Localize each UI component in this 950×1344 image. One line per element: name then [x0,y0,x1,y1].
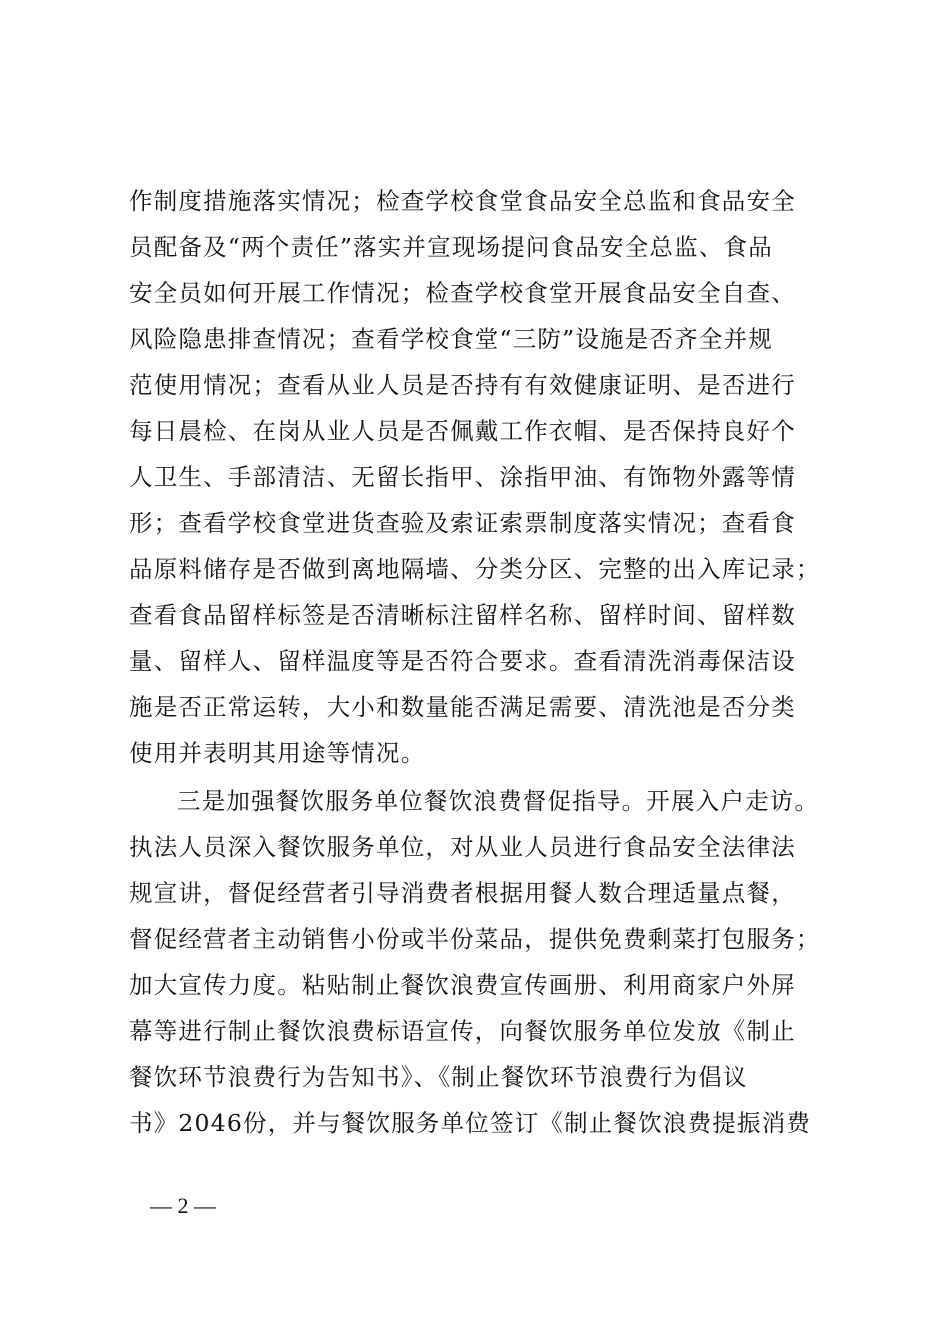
text-line: 品原料储存是否做到离地隔墙、分类分区、完整的出入库记录； [129,555,821,583]
text-line: 督促经营者主动销售小份或半份菜品，提供免费剩菜打包服务； [129,925,821,953]
text-line: 员配备及“两个责任”落实并宣现场提问食品安全总监、食品 [129,233,773,261]
text-line: 人卫生、手部清洁、无留长指甲、涂指甲油、有饰物外露等情 [129,463,796,491]
text-line: 量、留样人、留样温度等是否符合要求。查看清洗消毒保洁设 [129,647,796,675]
text-line: 安全员如何开展工作情况；检查学校食堂开展食品安全自查、 [129,279,796,307]
text-line: 加大宣传力度。粘贴制止餐饮浪费宣传画册、利用商家户外屏 [129,971,796,999]
text-line: 范使用情况；查看从业人员是否持有有效健康证明、是否进行 [129,371,796,399]
text-line: 书》2046份，并与餐饮服务单位签订《制止餐饮浪费提振消费 [129,1109,812,1137]
text-line: 执法人员深入餐饮服务单位，对从业人员进行食品安全法律法 [129,833,796,861]
text-line: 每日晨检、在岗从业人员是否佩戴工作衣帽、是否保持良好个 [129,417,796,445]
text-line: 形；查看学校食堂进货查验及索证索票制度落实情况；查看食 [129,509,796,537]
text-line: 规宣讲，督促经营者引导消费者根据用餐人数合理适量点餐， [129,879,796,907]
text-line: 查看食品留样标签是否清晰标注留样名称、留样时间、留样数 [129,601,796,629]
text-line: 使用并表明其用途等情况。 [129,739,426,767]
text-line: 幕等进行制止餐饮浪费标语宣传，向餐饮服务单位发放《制止 [129,1017,796,1045]
text-line: 作制度措施落实情况；检查学校食堂食品安全总监和食品安全 [129,187,796,215]
page-number: — 2 — [150,1193,216,1218]
text-line: 风险隐患排查情况；查看学校食堂“三防”设施是否齐全并规 [129,325,773,353]
paragraph-first-line: 三是加强餐饮服务单位餐饮浪费督促指导。开展入户走访。 [177,787,820,815]
text-line: 餐饮环节浪费行为告知书》、《制止餐饮环节浪费行为倡议 [129,1063,748,1091]
text-line: 施是否正常运转，大小和数量能否满足需要、清洗池是否分类 [129,693,796,721]
